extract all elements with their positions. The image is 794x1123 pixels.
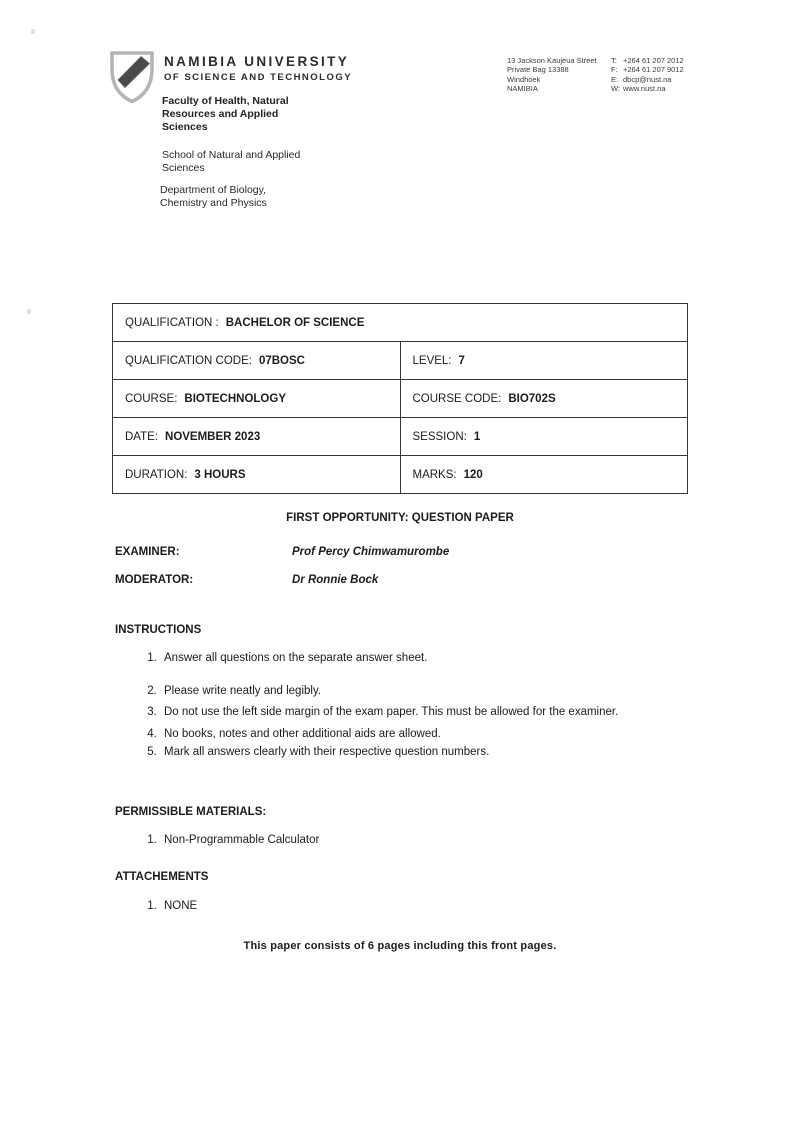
moderator-row <box>115 574 449 602</box>
school-name: School of Natural and Applied Sciences <box>162 149 301 174</box>
cell-label: LEVEL: <box>412 354 452 367</box>
table-row <box>113 456 688 494</box>
address-line: NAMIBIA <box>507 83 538 93</box>
table-row <box>113 304 688 342</box>
cell-label: DATE: <box>125 430 159 443</box>
scan-artifact <box>31 29 35 34</box>
address-block <box>507 56 597 93</box>
course-code-cell <box>400 380 688 418</box>
cell-value: BIOTECHNOLOGY <box>184 392 286 405</box>
instructions-heading: INSTRUCTIONS <box>115 624 202 636</box>
cell-label: SESSION: <box>412 430 467 443</box>
cell-value: 3 HOURS <box>194 468 246 481</box>
instruction-item: 3. Do not use the left side margin of the exam paper. This must be allowed for the examiner. <box>160 703 665 722</box>
permissible-materials-list <box>112 831 678 850</box>
examiner-label: EXAMINER: <box>115 546 180 558</box>
contact-line <box>611 56 684 65</box>
faculty-name: Faculty of Health, Natural Resources and Applied Sciences <box>162 95 289 133</box>
cell-value: 1 <box>473 430 481 443</box>
university-name: NAMIBIA UNIVERSITY <box>164 54 350 69</box>
contact-line <box>611 75 684 84</box>
instructions-list <box>112 649 678 762</box>
cell-value: NOVEMBER 2023 <box>165 430 261 443</box>
cell-label: QUALIFICATION CODE: <box>125 354 252 367</box>
address-line: Private Bag 13388 <box>507 65 569 75</box>
scan-artifact <box>27 309 31 314</box>
contact-label: T: <box>611 56 617 65</box>
duration-cell <box>113 456 401 494</box>
cell-label: COURSE: <box>125 392 178 405</box>
contact-label: W: <box>611 83 621 93</box>
permissible-material-item: 1. Non-Programmable Calculator <box>160 831 678 850</box>
date-cell <box>113 418 401 456</box>
cell-value: BIO702S <box>508 392 556 405</box>
moderator-name: Dr Ronnie Bock <box>292 574 379 586</box>
marks-cell <box>400 456 688 494</box>
moderator-label: MODERATOR: <box>115 574 194 586</box>
phone-number: +264 61 207 2012 <box>623 56 684 65</box>
attachments-heading: ATTACHEMENTS <box>115 871 209 883</box>
email-address: dbcp@nust.na <box>623 74 672 84</box>
nust-shield-icon <box>106 92 158 109</box>
course-cell <box>113 380 401 418</box>
cell-label: QUALIFICATION : <box>125 316 219 329</box>
address-line: 13 Jackson Kaujeua Street <box>507 56 597 65</box>
qualification-cell <box>113 304 688 342</box>
contact-line <box>611 84 684 93</box>
department-name: Department of Biology, Chemistry and Physics <box>160 184 267 209</box>
contact-line <box>611 65 684 74</box>
cell-value: 07BOSC <box>258 354 305 367</box>
contact-label: E: <box>611 74 619 84</box>
cell-value: BACHELOR OF SCIENCE <box>225 316 365 329</box>
university-subtitle: OF SCIENCE AND TECHNOLOGY <box>164 72 353 83</box>
contact-label: F: <box>611 65 618 75</box>
instruction-item: 5. Mark all answers clearly with their respective question numbers. <box>160 743 678 762</box>
cell-label: COURSE CODE: <box>412 392 502 405</box>
table-row <box>113 342 688 380</box>
examiner-row <box>115 546 449 574</box>
table-row <box>113 380 688 418</box>
examiner-name: Prof Percy Chimwamurombe <box>292 546 450 558</box>
instruction-item: 2. Please write neatly and legibly. <box>160 682 678 701</box>
university-logo <box>106 49 158 105</box>
page-count-note: This paper consists of 6 pages including this front pages. <box>243 940 557 952</box>
university-wordmark <box>164 54 352 83</box>
qualification-code-cell <box>113 342 401 380</box>
table-row <box>113 418 688 456</box>
cell-value: 7 <box>458 354 465 367</box>
cell-label: DURATION: <box>125 468 188 481</box>
instruction-item: 1. Answer all questions on the separate answer sheet. <box>160 649 678 668</box>
attachments-list <box>112 897 678 916</box>
paper-title: FIRST OPPORTUNITY: QUESTION PAPER <box>286 512 514 524</box>
address-line: Windhoek <box>507 74 541 84</box>
instruction-item: 4. No books, notes and other additional aids are allowed. <box>160 725 678 744</box>
exam-info-table <box>112 303 688 494</box>
attachment-item: 1. NONE <box>160 897 678 916</box>
examiner-moderator-block <box>115 546 449 602</box>
cell-label: MARKS: <box>412 468 457 481</box>
cell-value: 120 <box>463 468 483 481</box>
contact-block <box>611 56 684 93</box>
level-cell <box>400 342 688 380</box>
website-address: www.nust.na <box>623 83 666 93</box>
permissible-materials-heading: PERMISSIBLE MATERIALS: <box>115 806 267 818</box>
fax-number: +264 61 207 9012 <box>623 65 684 75</box>
session-cell <box>400 418 688 456</box>
